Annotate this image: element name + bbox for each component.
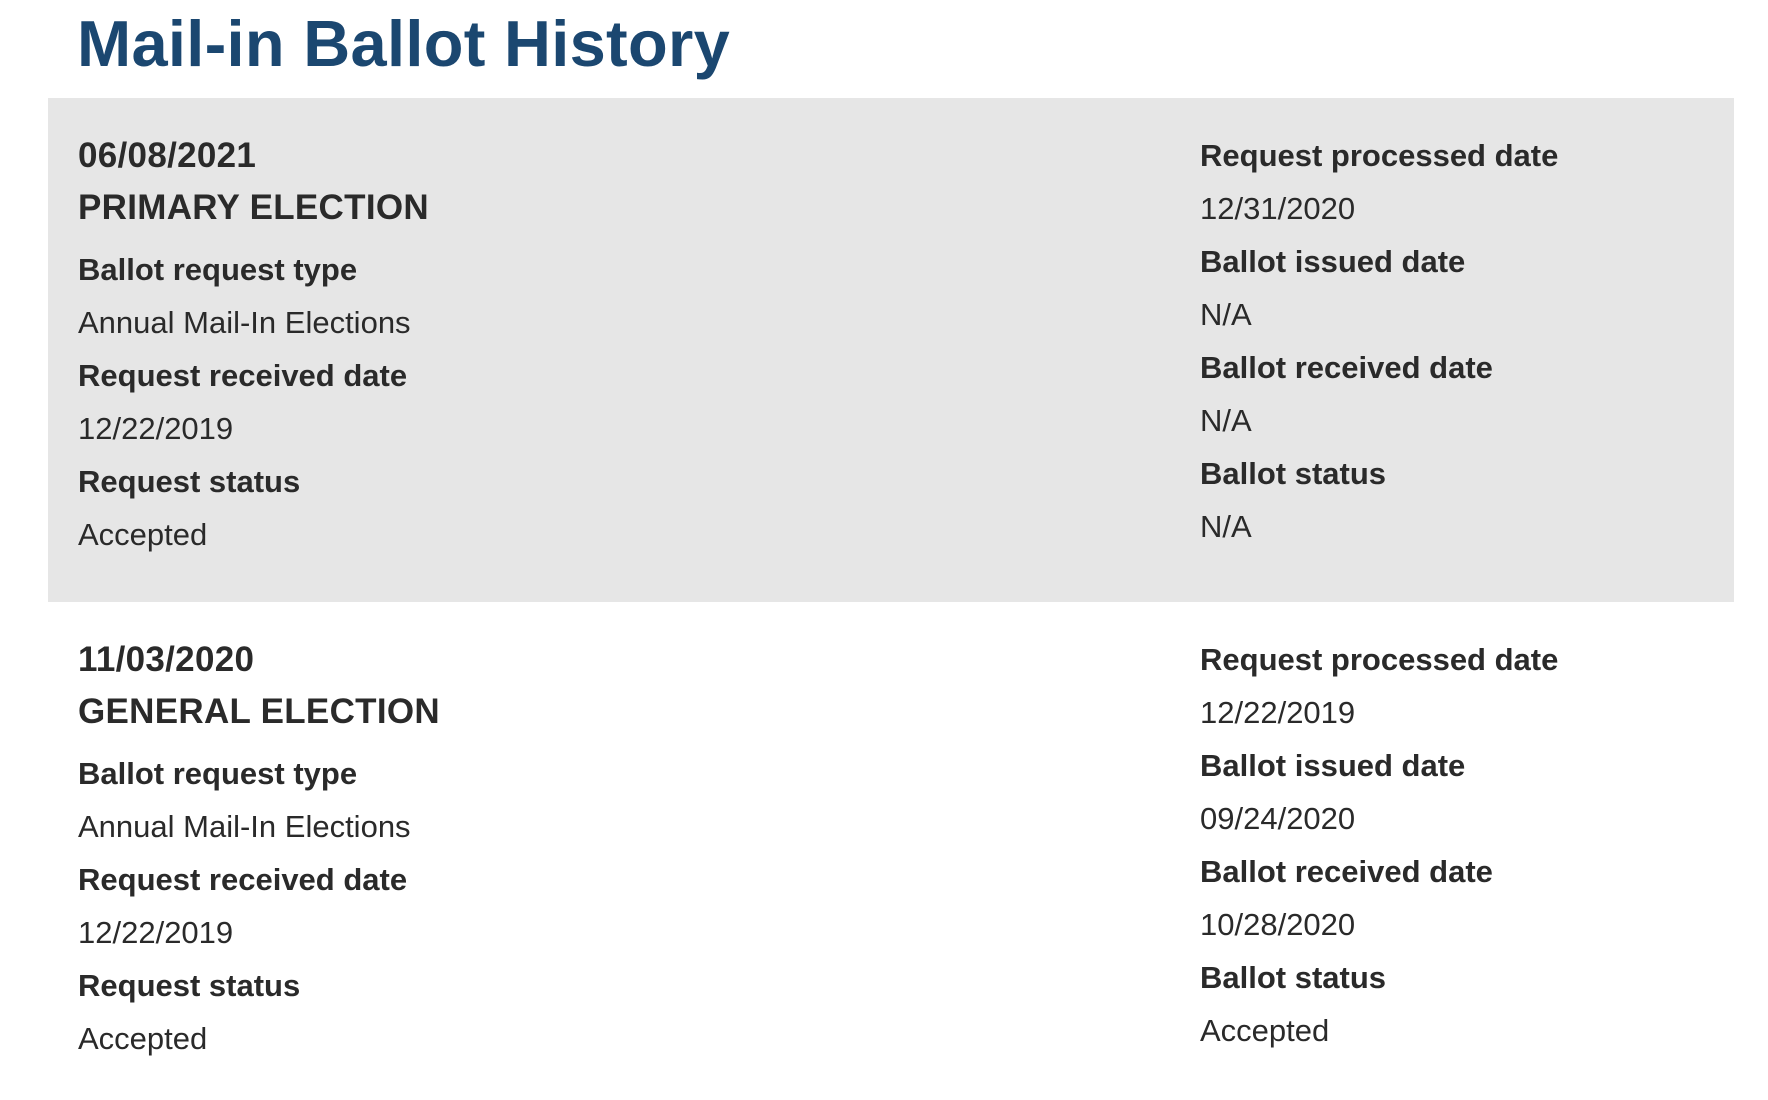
field-ballot-issued-date [1200,740,1700,846]
field-label: Request processed date [1200,138,1559,173]
field-value: 12/31/2020 [1200,191,1356,226]
field-value: N/A [1200,509,1252,544]
field-value: Accepted [1200,1013,1330,1048]
field-request-status [78,456,1078,562]
election-date: 11/03/2020 [78,640,255,679]
field-value: Accepted [78,1021,208,1056]
field-ballot-status [1200,952,1700,1058]
field-ballot-request-type [78,748,1078,854]
field-label: Request received date [78,358,408,393]
field-label: Request status [78,464,301,499]
election-date: 06/08/2021 [78,136,257,175]
field-value: N/A [1200,297,1252,332]
field-request-processed-date [1200,130,1700,236]
field-label: Request processed date [1200,642,1559,677]
field-label: Ballot issued date [1200,244,1466,279]
field-value: Annual Mail-In Elections [78,305,411,340]
ballot-record [48,98,1734,602]
record-right-column [1200,634,1700,1058]
field-label: Request status [78,968,301,1003]
field-label: Ballot status [1200,960,1387,995]
field-value: 12/22/2019 [78,411,234,446]
field-label: Ballot status [1200,456,1387,491]
field-label: Ballot request type [78,252,358,287]
field-value: 12/22/2019 [78,915,234,950]
election-name: GENERAL ELECTION [78,692,440,731]
field-request-received-date [78,350,1078,456]
field-request-received-date [78,854,1078,960]
field-ballot-received-date [1200,846,1700,952]
field-value: N/A [1200,403,1252,438]
record-left-column [78,130,1078,562]
field-label: Ballot issued date [1200,748,1466,783]
field-request-status [78,960,1078,1066]
field-label: Request received date [78,862,408,897]
field-ballot-status [1200,448,1700,554]
field-ballot-issued-date [1200,236,1700,342]
ballot-record [48,602,1734,1100]
record-right-column [1200,130,1700,554]
page-title: Mail-in Ballot History [77,7,731,80]
field-label: Ballot request type [78,756,358,791]
ballot-records-list [48,98,1734,1100]
field-label: Ballot received date [1200,350,1493,385]
field-value: Annual Mail-In Elections [78,809,411,844]
field-value: Accepted [78,517,208,552]
field-value: 10/28/2020 [1200,907,1356,942]
field-ballot-received-date [1200,342,1700,448]
field-ballot-request-type [78,244,1078,350]
field-label: Ballot received date [1200,854,1493,889]
record-left-column [78,634,1078,1066]
field-value: 12/22/2019 [1200,695,1356,730]
election-name: PRIMARY ELECTION [78,188,429,227]
field-value: 09/24/2020 [1200,801,1356,836]
field-request-processed-date [1200,634,1700,740]
